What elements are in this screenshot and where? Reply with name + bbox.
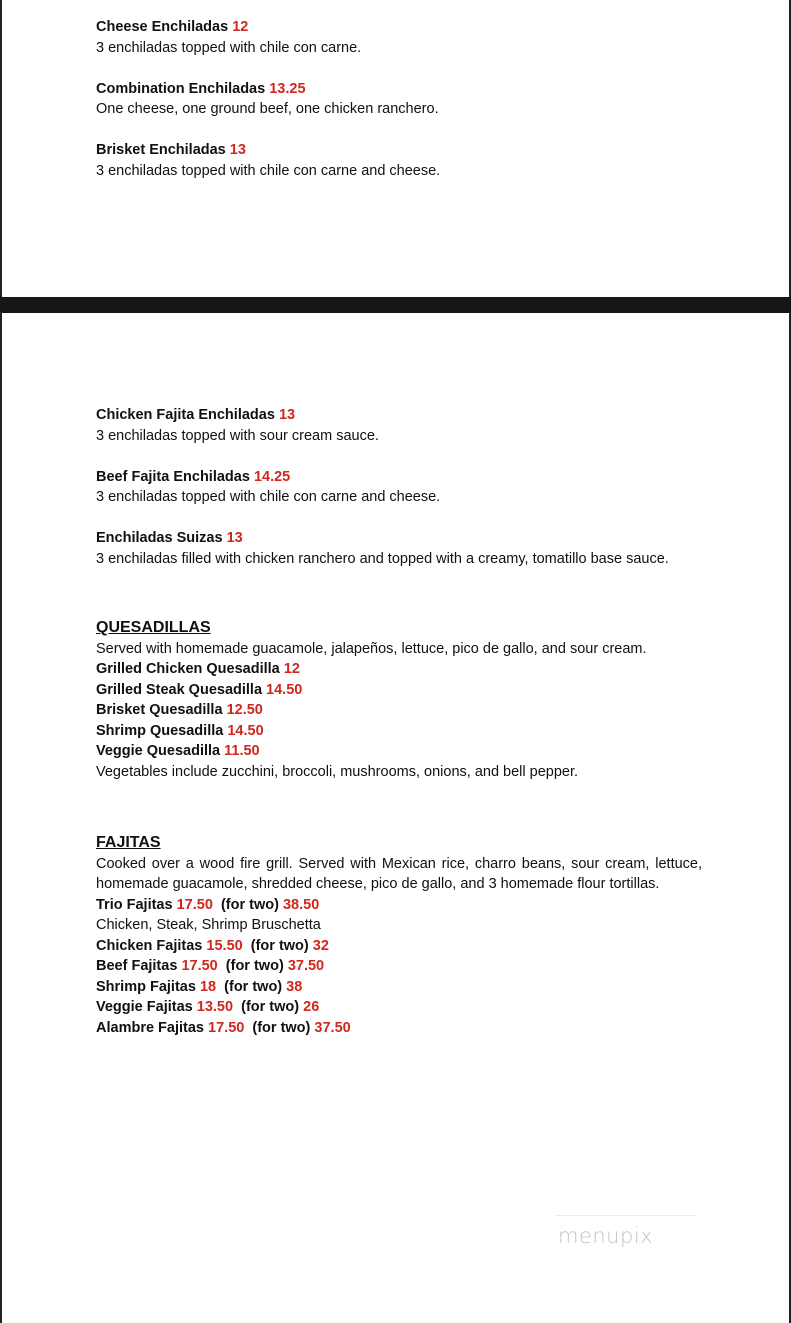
top-items bbox=[96, 17, 702, 202]
bottom-items bbox=[96, 405, 702, 590]
menu-item: Veggie Fajitas 13.50 (for two) 26 bbox=[96, 999, 320, 1015]
watermark-rule bbox=[556, 1215, 696, 1216]
menu-page-top bbox=[0, 0, 791, 297]
item-name: Beef Fajita Enchiladas bbox=[96, 468, 250, 485]
item-price: 12 bbox=[232, 19, 249, 35]
menu-item: Grilled Steak Quesadilla 14.50 bbox=[96, 681, 303, 698]
menu-item: Beef Fajitas 17.50 (for two) 37.50 bbox=[96, 958, 325, 974]
item-price: 13 bbox=[278, 407, 296, 423]
menu-item: Brisket Quesadilla 12.50 bbox=[96, 702, 263, 718]
menu-item: Shrimp Quesadilla 14.50 bbox=[96, 722, 264, 739]
item-price: 13 bbox=[226, 530, 243, 546]
menu-item bbox=[96, 79, 702, 120]
item-name: Cheese Enchiladas bbox=[96, 19, 229, 35]
item-name: Enchiladas Suizas bbox=[96, 530, 223, 546]
menu-item bbox=[96, 528, 702, 569]
item-description: Chicken, Steak, Shrimp Bruschetta bbox=[96, 917, 321, 933]
fajitas-section bbox=[96, 833, 702, 1038]
section-intro: Served with homemade guacamole, jalapeños, lettuce, pico de gallo, and sour cream. bbox=[96, 640, 647, 657]
section-title: FAJITAS bbox=[96, 834, 161, 851]
watermark-logo: menupix bbox=[558, 1224, 654, 1248]
menu-page-bottom bbox=[0, 313, 791, 1323]
menu-item: Shrimp Fajitas 18 (for two) 38 bbox=[96, 978, 303, 995]
item-description: 3 enchiladas topped with chile con carne. bbox=[96, 39, 362, 56]
item-description: 3 enchiladas topped with chile con carne and cheese. bbox=[96, 162, 441, 179]
page-divider bbox=[0, 297, 791, 313]
menu-item: Trio Fajitas 17.50 (for two) 38.50 bbox=[96, 896, 320, 913]
item-name: Chicken Fajita Enchiladas bbox=[96, 407, 275, 423]
section-intro: Cooked over a wood fire grill. Served with Mexican rice, charro beans, sour cream, lettuce, homemade guacamole, shredded cheese, pico de gallo, and 3 homemade flour tortillas. bbox=[96, 855, 702, 892]
menu-item: Alambre Fajitas 17.50 (for two) 37.50 bbox=[96, 1019, 351, 1036]
quesadillas-section bbox=[96, 618, 702, 782]
item-description: 3 enchiladas topped with sour cream sauce. bbox=[96, 427, 379, 444]
item-description: 3 enchiladas filled with chicken ranchero and topped with a creamy, tomatillo base sauce. bbox=[96, 550, 669, 567]
item-description: 3 enchiladas topped with chile con carne and cheese. bbox=[96, 489, 441, 505]
menu-item: Grilled Chicken Quesadilla 12 bbox=[96, 661, 300, 677]
item-price: 13.25 bbox=[269, 80, 306, 97]
menu-item bbox=[96, 405, 702, 446]
menu-item: Veggie Quesadilla 11.50 bbox=[96, 743, 260, 759]
menu-item bbox=[96, 17, 702, 58]
item-price: 13 bbox=[229, 142, 246, 158]
section-note: Vegetables include zucchini, broccoli, mushrooms, onions, and bell pepper. bbox=[96, 763, 579, 780]
menu-item bbox=[96, 467, 702, 508]
item-description: One cheese, one ground beef, one chicken ranchero. bbox=[96, 101, 439, 117]
menu-item: Chicken Fajitas 15.50 (for two) 32 bbox=[96, 937, 329, 954]
item-price: 14.25 bbox=[253, 468, 291, 485]
menu-item bbox=[96, 140, 702, 181]
item-name: Brisket Enchiladas bbox=[96, 142, 226, 158]
section-title: QUESADILLAS bbox=[96, 619, 211, 636]
item-name: Combination Enchiladas bbox=[96, 80, 266, 97]
